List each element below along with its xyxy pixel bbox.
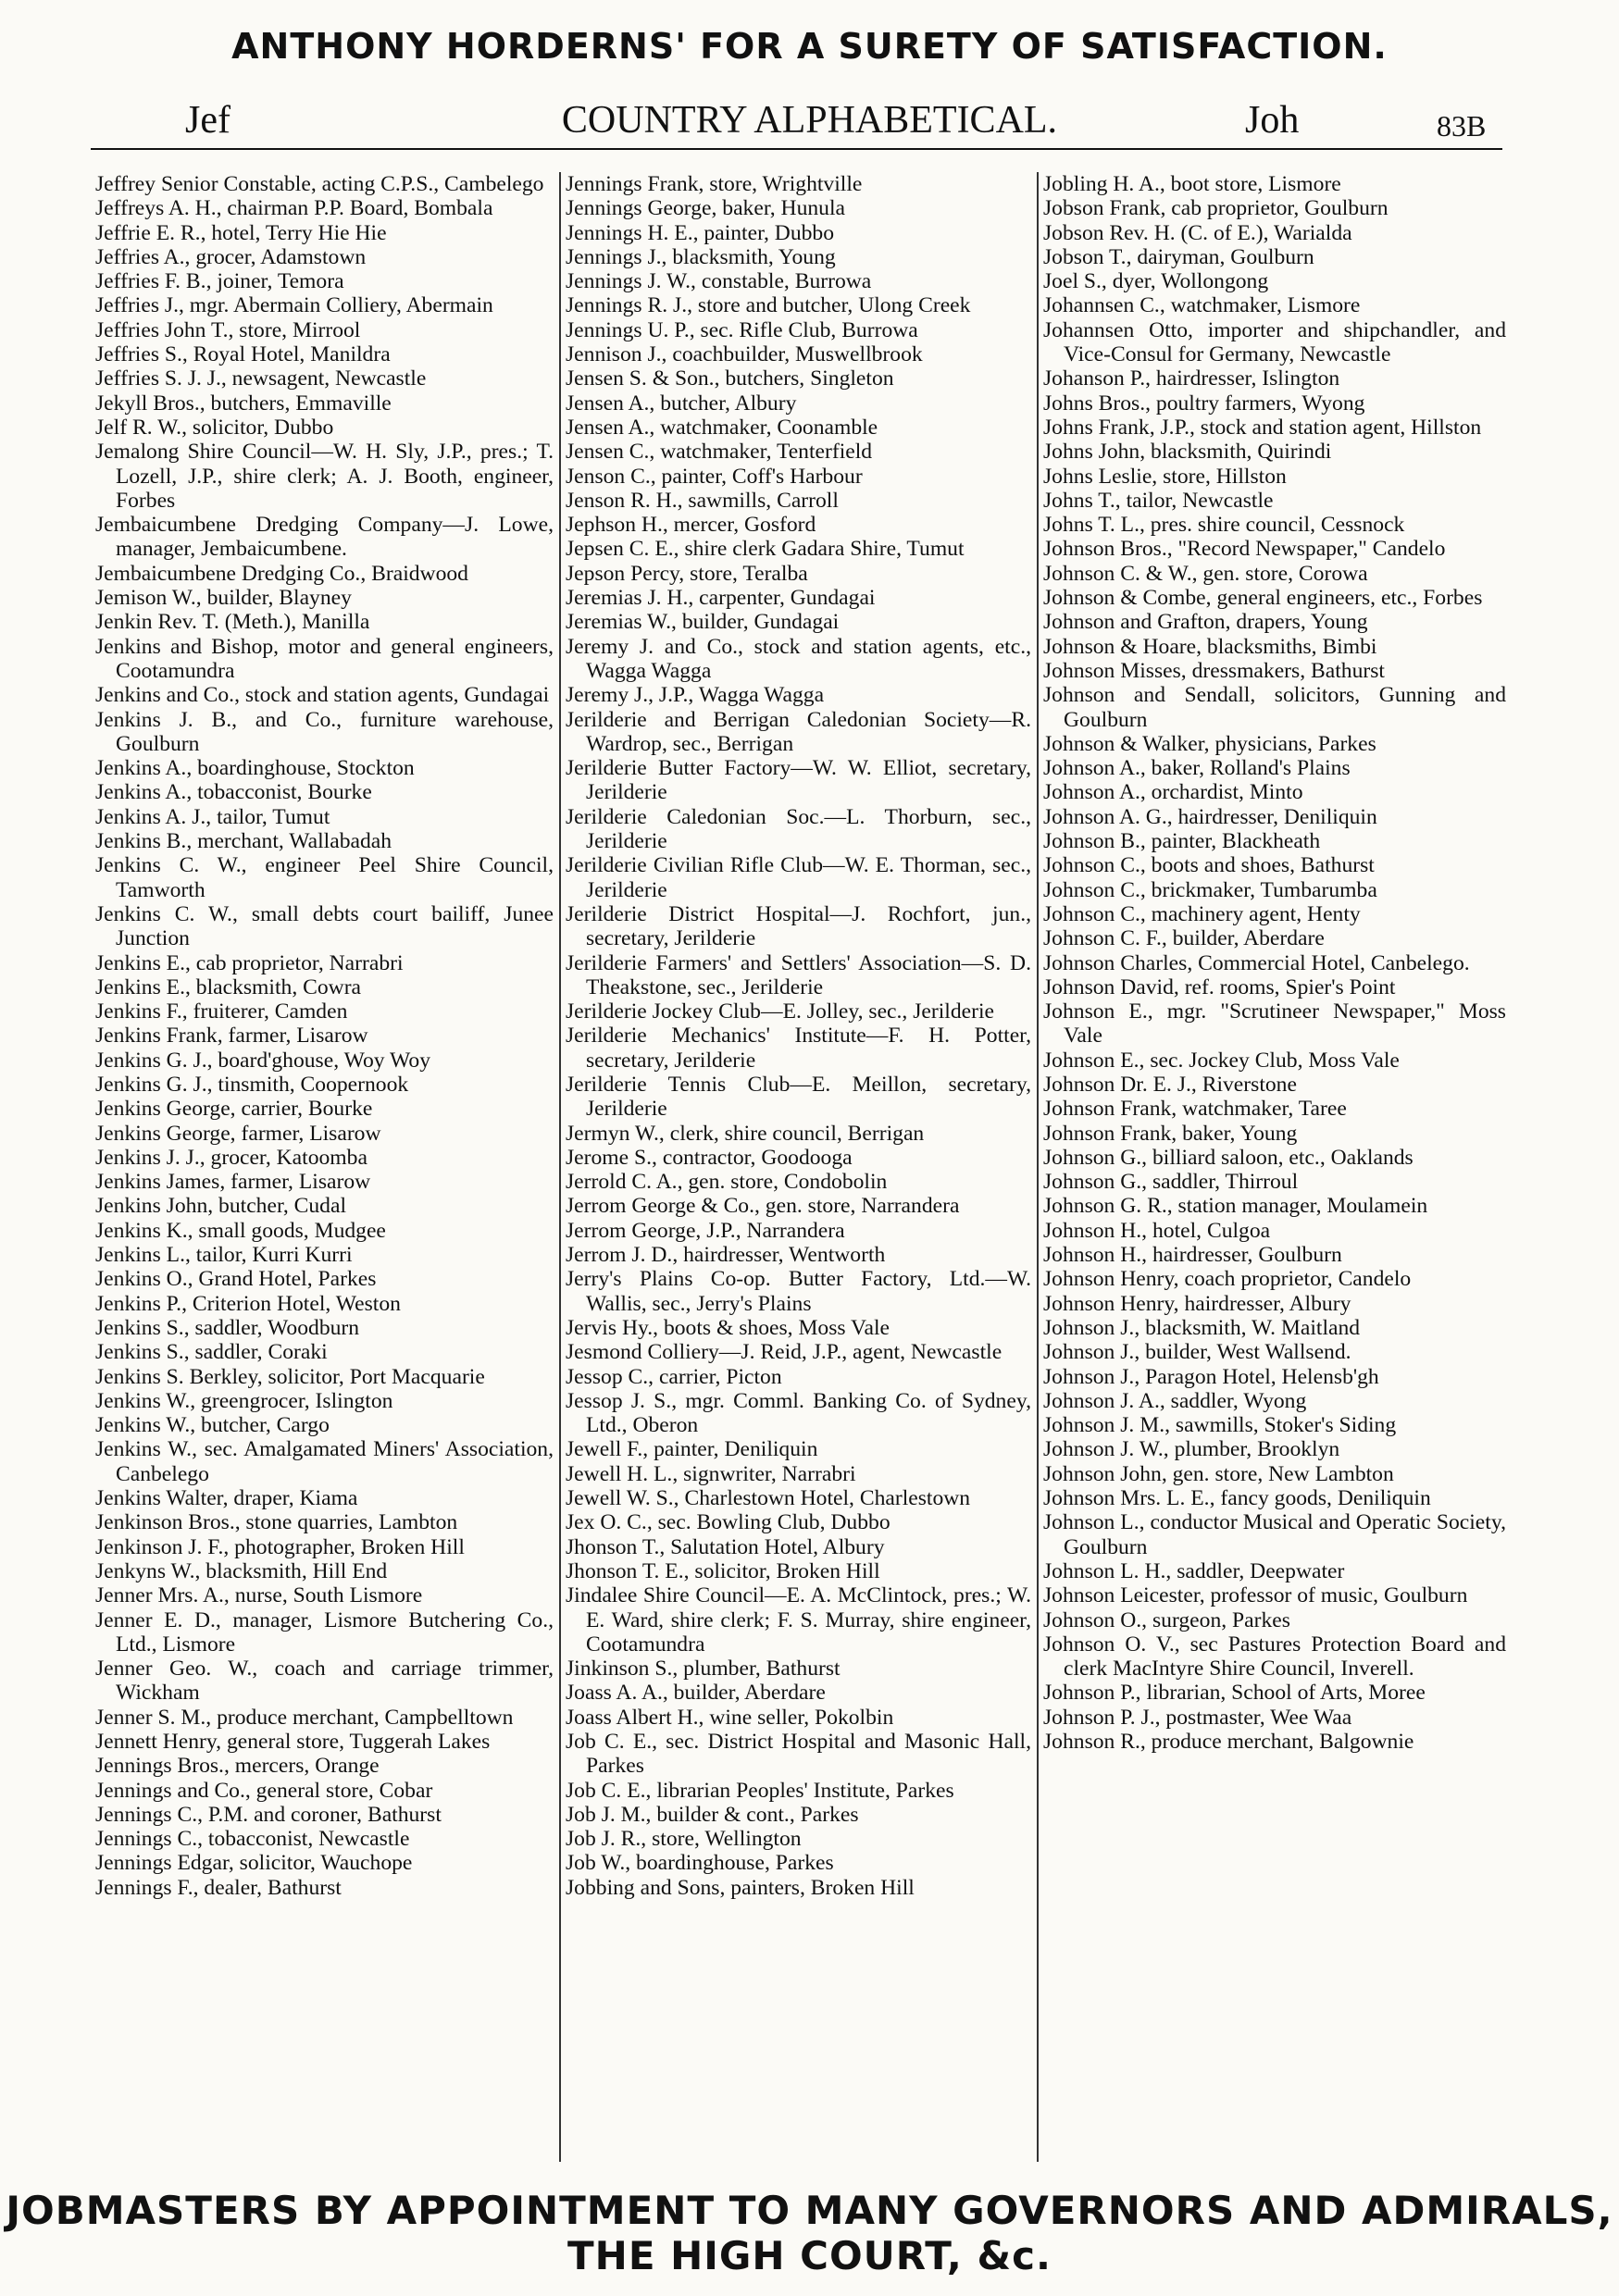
directory-entry: Johannsen Otto, importer and shipchandler, and Vice-Consul for Germany, Newcastle	[1043, 317, 1506, 367]
directory-entry: Jembaicumbene Dredging Company—J. Lowe, manager, Jembaicumbene.	[95, 513, 554, 562]
directory-entry: Johnson J., blacksmith, W. Maitland	[1043, 1315, 1361, 1340]
directory-entry: Jewell F., painter, Deniliquin	[566, 1437, 818, 1462]
directory-entry: Johns T., tailor, Newcastle	[1043, 488, 1274, 513]
directory-entry: Jesmond Colliery—J. Reid, J.P., agent, Newcastle	[566, 1340, 1003, 1365]
directory-entry: Joel S., dyer, Wollongong	[1043, 269, 1269, 294]
directory-entry: Jensen S. & Son., butchers, Singleton	[566, 366, 894, 391]
directory-entry: Jobling H. A., boot store, Lismore	[1043, 172, 1341, 196]
directory-entry: Jennings Bros., mercers, Orange	[95, 1754, 380, 1779]
directory-entry: Johnson P., librarian, School of Arts, Moree	[1043, 1681, 1426, 1706]
directory-entry: Jennings C., tobacconist, Newcastle	[95, 1827, 410, 1852]
directory-entry: Jenkins L., tailor, Kurri Kurri	[95, 1243, 353, 1268]
directory-entry: Job C. E., librarian Peoples' Institute, Parkes	[566, 1778, 954, 1803]
directory-entry: Jhonson T. E., solicitor, Broken Hill	[566, 1558, 880, 1583]
directory-entry: Johnson L., conductor Musical and Operatic Society, Goulburn	[1043, 1510, 1506, 1559]
directory-entry: Job J. R., store, Wellington	[566, 1827, 802, 1852]
directory-entry: Jephson H., mercer, Gosford	[566, 513, 816, 538]
top-advertisement: ANTHONY HORDERNS' FOR A SURETY OF SATISFACTION.	[231, 26, 1388, 67]
directory-entry: Jerilderie Farmers' and Settlers' Association—S. D. Theakstone, sec., Jerilderie	[566, 950, 1031, 999]
directory-entry: Jenner Geo. W., coach and carriage trimmer, Wickham	[95, 1657, 554, 1706]
directory-entry: Johnson and Grafton, drapers, Young	[1043, 610, 1368, 635]
directory-entry: Jobson Frank, cab proprietor, Goulburn	[1043, 196, 1389, 221]
directory-entry: Jerrom J. D., hairdresser, Wentworth	[566, 1243, 886, 1268]
directory-entry: Jerrom George, J.P., Narrandera	[566, 1218, 845, 1243]
directory-entry: Jessop C., carrier, Picton	[566, 1364, 782, 1389]
directory-entry: Jerrold C. A., gen. store, Condobolin	[566, 1170, 888, 1195]
directory-entry: Jennings George, baker, Hunula	[566, 196, 845, 221]
directory-entry: Jennings J. W., constable, Burrowa	[566, 269, 872, 294]
directory-column-3	[1043, 172, 1506, 2162]
directory-entry: Johns Leslie, store, Hillston	[1043, 464, 1287, 489]
directory-entry: Jerilderie Butter Factory—W. W. Elliot, secretary, Jerilderie	[566, 756, 1031, 805]
directory-entry: Johnson A., baker, Rolland's Plains	[1043, 756, 1351, 781]
directory-entry: Jenkins J. B., and Co., furniture warehouse, Goulburn	[95, 707, 554, 756]
directory-entry: Johnson Frank, watchmaker, Taree	[1043, 1097, 1347, 1122]
directory-entry: Johnson L. H., saddler, Deepwater	[1043, 1558, 1345, 1583]
directory-entry: Johnson E., sec. Jockey Club, Moss Vale	[1043, 1048, 1400, 1073]
directory-entry: Jervis Hy., boots & shoes, Moss Vale	[566, 1315, 890, 1340]
directory-entry: Jeffries S. J. J., newsagent, Newcastle	[95, 366, 427, 391]
directory-entry: Jenson C., painter, Coff's Harbour	[566, 464, 863, 489]
directory-entry: Jenkins C. W., small debts court bailiff, Junee Junction	[95, 901, 554, 951]
directory-entry: Jenkins George, farmer, Lisarow	[95, 1121, 381, 1146]
column-divider-2	[1037, 172, 1039, 2162]
directory-entry: Jerilderie Caledonian Soc.—L. Thorburn, sec., Jerilderie	[566, 804, 1031, 854]
directory-entry: Johnson J. M., sawmills, Stoker's Siding	[1043, 1413, 1397, 1438]
directory-entry: Jenkins A., boardinghouse, Stockton	[95, 756, 415, 781]
directory-entry: Jeffries A., grocer, Adamstown	[95, 244, 367, 269]
directory-entry: Jenkinson J. F., photographer, Broken Hill	[95, 1534, 465, 1559]
directory-entry: Jerilderie and Berrigan Caledonian Society—R. Wardrop, sec., Berrigan	[566, 707, 1031, 756]
page-number: 83B	[1437, 109, 1487, 143]
directory-entry: Johnson G., saddler, Thirroul	[1043, 1170, 1299, 1195]
directory-entry: Jenkins Walter, draper, Kiama	[95, 1486, 358, 1511]
directory-entry: Jinkinson S., plumber, Bathurst	[566, 1657, 841, 1682]
directory-entry: Jensen C., watchmaker, Tenterfield	[566, 440, 873, 465]
directory-entry: Jeffries J., mgr. Abermain Colliery, Abermain	[95, 293, 493, 318]
directory-entry: Johns Bros., poultry farmers, Wyong	[1043, 391, 1365, 416]
directory-entry: Jewell H. L., signwriter, Narrabri	[566, 1461, 856, 1486]
directory-entry: Johnson Mrs. L. E., fancy goods, Deniliquin	[1043, 1486, 1431, 1511]
directory-entry: Jerilderie Civilian Rifle Club—W. E. Thorman, sec., Jerilderie	[566, 853, 1031, 902]
column-divider-1	[559, 172, 561, 2162]
directory-entry: Jewell W. S., Charlestown Hotel, Charlestown	[566, 1486, 971, 1511]
directory-entry: Jenkin Rev. T. (Meth.), Manilla	[95, 610, 370, 635]
left-guide-word: Jef	[185, 99, 230, 142]
directory-entry: Jeffries F. B., joiner, Temora	[95, 269, 344, 294]
directory-entry: Jeremias J. H., carpenter, Gundagai	[566, 586, 876, 611]
directory-entry: Jembaicumbene Dredging Co., Braidwood	[95, 561, 468, 586]
right-guide-word: Joh	[1245, 99, 1300, 142]
directory-entry: Jenkins K., small goods, Mudgee	[95, 1218, 386, 1243]
directory-entry: Johnson C. F., builder, Aberdare	[1043, 926, 1325, 951]
directory-entry: Jenkins Frank, farmer, Lisarow	[95, 1024, 368, 1049]
directory-entry: Jenkins George, carrier, Bourke	[95, 1097, 373, 1122]
directory-entry: Jenkinson Bros., stone quarries, Lambton	[95, 1510, 458, 1535]
directory-entry: Jenkins A., tobacconist, Bourke	[95, 780, 372, 805]
directory-entry: Jennings H. E., painter, Dubbo	[566, 220, 835, 245]
directory-entry: Johnson R., produce merchant, Balgownie	[1043, 1730, 1414, 1754]
directory-entry: Johns John, blacksmith, Quirindi	[1043, 440, 1332, 465]
directory-entry: Jhonson T., Salutation Hotel, Albury	[566, 1534, 885, 1559]
directory-entry: Johnson J. W., plumber, Brooklyn	[1043, 1437, 1340, 1462]
directory-entry: Johnson C., machinery agent, Henty	[1043, 901, 1361, 926]
directory-entry: Jenkyns W., blacksmith, Hill End	[95, 1558, 388, 1583]
directory-entry: Johnson & Walker, physicians, Parkes	[1043, 731, 1376, 756]
directory-entry: Jennings F., dealer, Bathurst	[95, 1875, 342, 1900]
directory-entry: Jennings Frank, store, Wrightville	[566, 172, 863, 196]
directory-entry: Jenkins W., butcher, Cargo	[95, 1413, 330, 1438]
directory-entry: Johnson G., billiard saloon, etc., Oaklands	[1043, 1145, 1414, 1170]
directory-entry: Jennings C., P.M. and coroner, Bathurst	[95, 1802, 442, 1827]
directory-entry: Johnson C., boots and shoes, Bathurst	[1043, 853, 1375, 878]
bottom-advertisement: JOBMASTERS BY APPOINTMENT TO MANY GOVERNORS AND ADMIRALS, THE HIGH COURT, &c.	[6, 2188, 1613, 2278]
directory-entry: Johnson Leicester, professor of music, Goulburn	[1043, 1583, 1468, 1608]
directory-entry: Johnson Misses, dressmakers, Bathurst	[1043, 658, 1385, 683]
directory-entry: Johns T. L., pres. shire council, Cessnock	[1043, 513, 1405, 538]
directory-entry: Jeffries S., Royal Hotel, Manildra	[95, 342, 391, 367]
directory-entry: Johnson O. V., sec Pastures Protection Board and clerk MacIntyre Shire Council, Inverell.	[1043, 1632, 1506, 1682]
directory-entry: Johnson & Hoare, blacksmiths, Bimbi	[1043, 634, 1377, 659]
directory-entry: Jessop J. S., mgr. Comml. Banking Co. of Sydney, Ltd., Oberon	[566, 1388, 1031, 1438]
directory-entry: Jenkins and Co., stock and station agents, Gundagai	[95, 683, 550, 708]
directory-entry: Jennett Henry, general store, Tuggerah Lakes	[95, 1730, 491, 1754]
directory-entry: Jeremy J. and Co., stock and station agents, etc., Wagga Wagga	[566, 634, 1031, 683]
directory-entry: Jenkins F., fruiterer, Camden	[95, 999, 348, 1024]
directory-entry: Jenner Mrs. A., nurse, South Lismore	[95, 1583, 423, 1608]
directory-entry: Johnson David, ref. rooms, Spier's Point	[1043, 974, 1396, 999]
directory-entry: Jennison J., coachbuilder, Muswellbrook	[566, 342, 923, 367]
directory-entry: Jennings R. J., store and butcher, Ulong Creek	[566, 293, 971, 318]
directory-entry: Jensen A., watchmaker, Coonamble	[566, 415, 878, 440]
directory-entry: Johnson B., painter, Blackheath	[1043, 829, 1321, 854]
directory-entry: Jeremias W., builder, Gundagai	[566, 610, 840, 635]
directory-entry: Joass Albert H., wine seller, Pokolbin	[566, 1705, 894, 1730]
directory-entry: Jepsen C. E., shire clerk Gadara Shire, Tumut	[566, 537, 965, 562]
directory-entry: Jerome S., contractor, Goodooga	[566, 1145, 853, 1170]
directory-entry: Johnson C. & W., gen. store, Corowa	[1043, 561, 1368, 586]
directory-entry: Jepson Percy, store, Teralba	[566, 561, 808, 586]
directory-column-2	[566, 172, 1031, 2162]
directory-entry: Jenkins B., merchant, Wallabadah	[95, 829, 392, 854]
directory-entry: Johnson J. A., saddler, Wyong	[1043, 1388, 1307, 1413]
directory-entry: Johnson G. R., station manager, Moulamein	[1043, 1194, 1428, 1219]
directory-entry: Johnson Dr. E. J., Riverstone	[1043, 1072, 1297, 1097]
directory-entry: Johnson Bros., "Record Newspaper," Candelo	[1043, 537, 1446, 562]
directory-entry: Jenkins E., blacksmith, Cowra	[95, 974, 362, 999]
directory-entry: Jobbing and Sons, painters, Broken Hill	[566, 1875, 915, 1900]
directory-entry: Johnson O., surgeon, Parkes	[1043, 1607, 1290, 1632]
directory-entry: Jobson Rev. H. (C. of E.), Warialda	[1043, 220, 1352, 245]
directory-entry: Johnson Henry, coach proprietor, Candelo	[1043, 1267, 1412, 1292]
directory-entry: Jelf R. W., solicitor, Dubbo	[95, 415, 334, 440]
directory-entry: Johnson H., hotel, Culgoa	[1043, 1218, 1271, 1243]
directory-entry: Johnson C., brickmaker, Tumbarumba	[1043, 877, 1377, 902]
directory-entry: Jennings J., blacksmith, Young	[566, 244, 836, 269]
directory-entry: Johnson John, gen. store, New Lambton	[1043, 1461, 1394, 1486]
directory-entry: Joass A. A., builder, Aberdare	[566, 1681, 826, 1706]
directory-entry: Jenkins James, farmer, Lisarow	[95, 1170, 371, 1195]
directory-entry: Jenkins S., saddler, Woodburn	[95, 1315, 360, 1340]
directory-entry: Jenkins O., Grand Hotel, Parkes	[95, 1267, 377, 1292]
directory-entry: Jenkins W., greengrocer, Islington	[95, 1388, 393, 1413]
directory-entry: Jeffreys A. H., chairman P.P. Board, Bombala	[95, 196, 493, 221]
directory-entry: Jeremy J., J.P., Wagga Wagga	[566, 683, 825, 708]
directory-entry: Jeffrey Senior Constable, acting C.P.S., Cambelego	[95, 172, 544, 196]
directory-entry: Jenkins A. J., tailor, Tumut	[95, 804, 330, 829]
directory-entry: Jindalee Shire Council—E. A. McClintock, pres.; W. E. Ward, shire clerk; F. S. Murray, shire engineer, Cootamundra	[566, 1583, 1031, 1657]
directory-entry: Job W., boardinghouse, Parkes	[566, 1851, 834, 1876]
directory-entry: Jekyll Bros., butchers, Emmaville	[95, 391, 392, 416]
directory-entry: Jerrom George & Co., gen. store, Narrandera	[566, 1194, 960, 1219]
directory-entry: Jenkins John, butcher, Cudal	[95, 1194, 347, 1219]
directory-entry: Jenkins E., cab proprietor, Narrabri	[95, 950, 404, 975]
directory-entry: Johnson J., Paragon Hotel, Helensb'gh	[1043, 1364, 1379, 1389]
directory-entry: Job J. M., builder & cont., Parkes	[566, 1802, 859, 1827]
directory-entry: Johnson E., mgr. "Scrutineer Newspaper," Moss Vale	[1043, 999, 1506, 1049]
directory-entry: Johnson and Sendall, solicitors, Gunning and Goulburn	[1043, 683, 1506, 732]
directory-entry: Jennings and Co., general store, Cobar	[95, 1778, 433, 1803]
directory-entry: Job C. E., sec. District Hospital and Masonic Hall, Parkes	[566, 1730, 1031, 1779]
directory-entry: Johnson P. J., postmaster, Wee Waa	[1043, 1705, 1352, 1730]
directory-entry: Jennings Edgar, solicitor, Wauchope	[95, 1851, 413, 1876]
directory-entry: Johnson & Combe, general engineers, etc., Forbes	[1043, 586, 1483, 611]
directory-entry: Jemison W., builder, Blayney	[95, 586, 352, 611]
directory-entry: Johnson H., hairdresser, Goulburn	[1043, 1243, 1342, 1268]
directory-entry: Johnson A. G., hairdresser, Deniliquin	[1043, 804, 1377, 829]
directory-entry: Jemalong Shire Council—W. H. Sly, J.P., pres.; T. Lozell, J.P., shire clerk; A. J. Booth, engineer, Forbes	[95, 440, 554, 513]
directory-entry: Jenkins G. J., tinsmith, Coopernook	[95, 1072, 409, 1097]
directory-entry: Jennings U. P., sec. Rifle Club, Burrowa	[566, 317, 918, 342]
directory-entry: Jermyn W., clerk, shire council, Berrigan	[566, 1121, 925, 1146]
directory-entry: Jerry's Plains Co-op. Butter Factory, Ltd.—W. Wallis, sec., Jerry's Plains	[566, 1267, 1031, 1316]
directory-entry: Jenkins C. W., engineer Peel Shire Council, Tamworth	[95, 853, 554, 902]
directory-entry: Jerilderie Mechanics' Institute—F. H. Potter, secretary, Jerilderie	[566, 1024, 1031, 1073]
directory-entry: Johnson J., builder, West Wallsend.	[1043, 1340, 1351, 1365]
directory-entry: Jeffries John T., store, Mirrool	[95, 317, 361, 342]
header-rule	[91, 148, 1502, 150]
directory-column-1	[95, 172, 554, 2162]
directory-entry: Jerilderie District Hospital—J. Rochfort, jun., secretary, Jerilderie	[566, 901, 1031, 951]
directory-entry: Jenkins P., Criterion Hotel, Weston	[95, 1291, 401, 1316]
directory-entry: Jerilderie Jockey Club—E. Jolley, sec., Jerilderie	[566, 999, 994, 1024]
directory-entry: Johnson Henry, hairdresser, Albury	[1043, 1291, 1351, 1316]
directory-entry: Johannsen C., watchmaker, Lismore	[1043, 293, 1361, 318]
directory-entry: Johnson Frank, baker, Young	[1043, 1121, 1298, 1146]
directory-entry: Jenkins S., saddler, Coraki	[95, 1340, 328, 1365]
directory-entry: Jenkins and Bishop, motor and general engineers, Cootamundra	[95, 634, 554, 683]
directory-entry: Jenkins S. Berkley, solicitor, Port Macquarie	[95, 1364, 485, 1389]
directory-entry: Jenkins W., sec. Amalgamated Miners' Association, Canbelego	[95, 1437, 554, 1486]
directory-entry: Jenson R. H., sawmills, Carroll	[566, 488, 839, 513]
directory-entry: Jenner E. D., manager, Lismore Butchering Co., Ltd., Lismore	[95, 1607, 554, 1657]
directory-entry: Jenkins J. J., grocer, Katoomba	[95, 1145, 367, 1170]
directory-entry: Jensen A., butcher, Albury	[566, 391, 797, 416]
directory-entry: Johanson P., hairdresser, Islington	[1043, 366, 1340, 391]
directory-entry: Jerilderie Tennis Club—E. Meillon, secretary, Jerilderie	[566, 1072, 1031, 1122]
directory-entry: Jeffrie E. R., hotel, Terry Hie Hie	[95, 220, 387, 245]
directory-entry: Jobson T., dairyman, Goulburn	[1043, 244, 1314, 269]
directory-entry: Jenkins G. J., board'ghouse, Woy Woy	[95, 1048, 430, 1073]
directory-entry: Johnson A., orchardist, Minto	[1043, 780, 1303, 805]
directory-entry: Johnson Charles, Commercial Hotel, Canbelego.	[1043, 950, 1470, 975]
directory-entry: Johns Frank, J.P., stock and station agent, Hillston	[1043, 415, 1482, 440]
directory-entry: Jenner S. M., produce merchant, Campbelltown	[95, 1705, 514, 1730]
directory-entry: Jex O. C., sec. Bowling Club, Dubbo	[566, 1510, 890, 1535]
page-title: COUNTRY ALPHABETICAL.	[561, 99, 1058, 142]
